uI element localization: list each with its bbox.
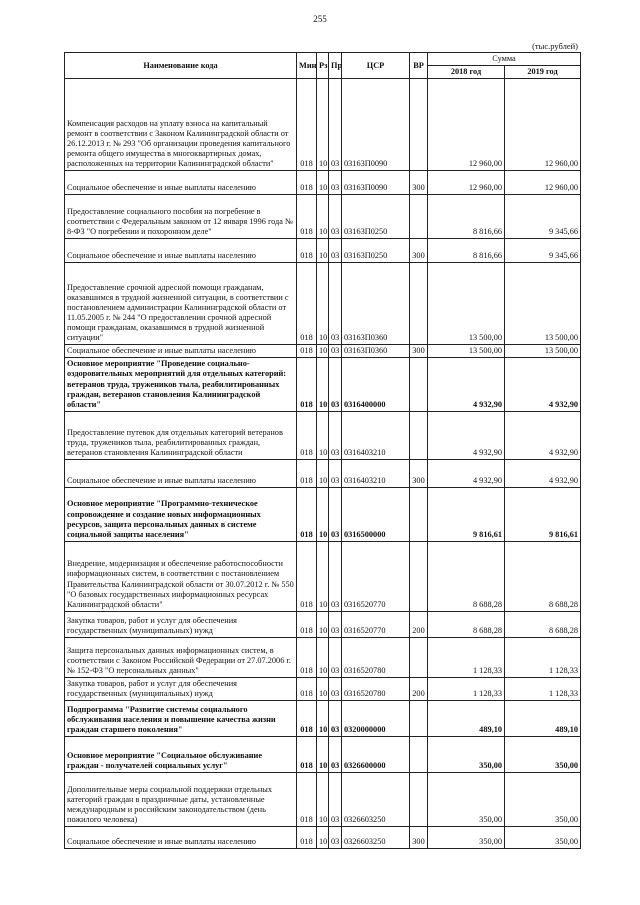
cell-name: Закупка товаров, работ и услуг для обеспечения государственных (муниципальных) нужд <box>65 611 297 637</box>
cell-2018: 8 688,28 <box>428 541 505 611</box>
cell-vr: 300 <box>410 459 428 487</box>
cell-rz: 10 <box>317 263 329 345</box>
cell-pr: 03 <box>329 487 342 541</box>
cell-pr: 03 <box>329 411 342 459</box>
cell-min: 018 <box>297 263 317 345</box>
cell-rz: 10 <box>317 171 329 195</box>
table-row <box>65 487 581 541</box>
cell-pr: 03 <box>329 195 342 239</box>
cell-vr <box>410 737 428 773</box>
cell-rz: 10 <box>317 637 329 677</box>
cell-min: 018 <box>297 358 317 412</box>
cell-min: 018 <box>297 541 317 611</box>
cell-2019: 9 345,66 <box>505 239 581 263</box>
cell-2018: 8 816,66 <box>428 195 505 239</box>
cell-name: Внедрение, модернизация и обеспечение работоспособности информационных систем, в соответствии с постановлением Правительства Калининградской области от 30.07.2012 г. № 550 "О базовых государственных информационных ресурсах Калининградской области" <box>65 541 297 611</box>
cell-2018: 489,10 <box>428 701 505 737</box>
cell-vr <box>410 358 428 412</box>
cell-csr: 0316403210 <box>342 411 410 459</box>
cell-vr <box>410 541 428 611</box>
cell-name: Основное мероприятие "Социальное обслуживание граждан - получателей социальных услуг" <box>65 737 297 773</box>
cell-2019: 4 932,90 <box>505 459 581 487</box>
cell-2018: 13 500,00 <box>428 263 505 345</box>
cell-pr: 03 <box>329 773 342 827</box>
cell-2018: 4 932,90 <box>428 411 505 459</box>
cell-2018: 8 688,28 <box>428 611 505 637</box>
table-row <box>65 358 581 412</box>
cell-pr: 03 <box>329 171 342 195</box>
cell-2019: 13 500,00 <box>505 345 581 358</box>
table-row <box>65 195 581 239</box>
cell-vr <box>410 487 428 541</box>
cell-rz: 10 <box>317 358 329 412</box>
cell-csr: 03163П0360 <box>342 263 410 345</box>
cell-2018: 350,00 <box>428 773 505 827</box>
cell-csr: 0316500000 <box>342 487 410 541</box>
cell-rz: 10 <box>317 827 329 849</box>
cell-csr: 03163П0090 <box>342 171 410 195</box>
cell-vr: 300 <box>410 239 428 263</box>
cell-csr: 0316520780 <box>342 677 410 700</box>
cell-csr: 0316520770 <box>342 541 410 611</box>
cell-2018: 13 500,00 <box>428 345 505 358</box>
table-row <box>65 611 581 637</box>
cell-min: 018 <box>297 171 317 195</box>
table-row <box>65 827 581 849</box>
cell-name: Основное мероприятие "Программно-техническое сопровождение и создание новых информационных ресурсов, защита персональных данных в системе социальной защиты населения" <box>65 487 297 541</box>
cell-min: 018 <box>297 411 317 459</box>
cell-2019: 4 932,90 <box>505 411 581 459</box>
table-row <box>65 677 581 700</box>
cell-name: Социальное обеспечение и иные выплаты населению <box>65 459 297 487</box>
cell-csr: 03163П0090 <box>342 79 410 171</box>
header-pr: Пр <box>329 53 342 79</box>
cell-name: Социальное обеспечение и иные выплаты населению <box>65 345 297 358</box>
cell-pr: 03 <box>329 737 342 773</box>
cell-name: Компенсация расходов на уплату взноса на капитальный ремонт в соответствии с Законом Калининградской области от 26.12.2013 г. № 293 "Об организации проведения капитального ремонта общего имущества в многоквартирных домах, расположенных на территории Калининградской области" <box>65 79 297 171</box>
cell-csr: 03163П0250 <box>342 239 410 263</box>
cell-min: 018 <box>297 677 317 700</box>
cell-2019: 12 960,00 <box>505 79 581 171</box>
cell-pr: 03 <box>329 827 342 849</box>
cell-pr: 03 <box>329 637 342 677</box>
cell-2019: 489,10 <box>505 701 581 737</box>
cell-vr <box>410 637 428 677</box>
cell-min: 018 <box>297 737 317 773</box>
cell-pr: 03 <box>329 541 342 611</box>
cell-vr <box>410 701 428 737</box>
table-row <box>65 459 581 487</box>
cell-name: Основное мероприятие "Проведение социально-оздоровительных мероприятий для отдельных категорий: ветеранов труда, тружеников тыла, реабилитированных граждан, ветеранов становления Калининградской области" <box>65 358 297 412</box>
cell-vr <box>410 263 428 345</box>
budget-table <box>64 52 581 849</box>
cell-min: 018 <box>297 195 317 239</box>
table-row <box>65 701 581 737</box>
cell-name: Подпрограмма "Развитие системы социального обслуживания населения и повышение качества жизни граждан старшего поколения" <box>65 701 297 737</box>
cell-2019: 9 345,66 <box>505 195 581 239</box>
cell-name: Социальное обеспечение и иные выплаты населению <box>65 827 297 849</box>
table-header <box>65 53 581 79</box>
header-rz: Рз <box>317 53 329 79</box>
cell-rz: 10 <box>317 611 329 637</box>
header-2019: 2019 год <box>505 66 581 79</box>
cell-vr: 300 <box>410 827 428 849</box>
cell-min: 018 <box>297 827 317 849</box>
cell-2018: 4 932,90 <box>428 358 505 412</box>
units-label: (тыс.рублей) <box>532 41 578 51</box>
cell-rz: 10 <box>317 677 329 700</box>
cell-vr <box>410 411 428 459</box>
cell-2019: 13 500,00 <box>505 263 581 345</box>
cell-name: Предоставление срочной адресной помощи гражданам, оказавшимся в трудной жизненной ситуации, в соответствии с постановлением администрации Калининградской области от 11.05.2005 г. № 244 "О предоставлении срочной адресной помощи гражданам, оказавшимся в трудной жизненной ситуации" <box>65 263 297 345</box>
cell-2018: 12 960,00 <box>428 79 505 171</box>
cell-min: 018 <box>297 239 317 263</box>
cell-min: 018 <box>297 345 317 358</box>
table-row <box>65 79 581 171</box>
cell-csr: 0316403210 <box>342 459 410 487</box>
cell-2018: 1 128,33 <box>428 637 505 677</box>
cell-vr <box>410 79 428 171</box>
cell-name: Предоставление социального пособия на погребение в соответствии с Федеральным законом от 12 января 1996 года № 8-ФЗ "О погребении и похоронном деле" <box>65 195 297 239</box>
cell-rz: 10 <box>317 737 329 773</box>
cell-min: 018 <box>297 611 317 637</box>
cell-name: Закупка товаров, работ и услуг для обеспечения государственных (муниципальных) нужд <box>65 677 297 700</box>
cell-csr: 0326603250 <box>342 827 410 849</box>
cell-rz: 10 <box>317 701 329 737</box>
cell-csr: 0326603250 <box>342 773 410 827</box>
header-min: Мин <box>297 53 317 79</box>
cell-2019: 12 960,00 <box>505 171 581 195</box>
cell-2019: 4 932,90 <box>505 358 581 412</box>
cell-2019: 1 128,33 <box>505 637 581 677</box>
cell-2018: 12 960,00 <box>428 171 505 195</box>
cell-2019: 9 816,61 <box>505 487 581 541</box>
table-body <box>65 79 581 849</box>
cell-2018: 4 932,90 <box>428 459 505 487</box>
cell-csr: 03163П0360 <box>342 345 410 358</box>
cell-rz: 10 <box>317 411 329 459</box>
cell-min: 018 <box>297 459 317 487</box>
header-csr: ЦСР <box>342 53 410 79</box>
cell-rz: 10 <box>317 345 329 358</box>
cell-name: Социальное обеспечение и иные выплаты населению <box>65 239 297 263</box>
cell-min: 018 <box>297 79 317 171</box>
cell-csr: 0326600000 <box>342 737 410 773</box>
table-row <box>65 171 581 195</box>
cell-pr: 03 <box>329 459 342 487</box>
cell-name: Дополнительные меры социальной поддержки отдельных категорий граждан в праздничные даты, установленные международным и российским законодательством (день пожилого человека) <box>65 773 297 827</box>
cell-rz: 10 <box>317 487 329 541</box>
cell-csr: 03163П0250 <box>342 195 410 239</box>
header-vr: ВР <box>410 53 428 79</box>
cell-2018: 9 816,61 <box>428 487 505 541</box>
cell-pr: 03 <box>329 79 342 171</box>
table-row <box>65 773 581 827</box>
cell-rz: 10 <box>317 195 329 239</box>
table-row <box>65 263 581 345</box>
cell-rz: 10 <box>317 459 329 487</box>
cell-2019: 8 688,28 <box>505 541 581 611</box>
cell-csr: 0316400000 <box>342 358 410 412</box>
cell-name: Социальное обеспечение и иные выплаты населению <box>65 171 297 195</box>
cell-min: 018 <box>297 701 317 737</box>
cell-rz: 10 <box>317 541 329 611</box>
cell-csr: 0316520770 <box>342 611 410 637</box>
cell-min: 018 <box>297 637 317 677</box>
cell-pr: 03 <box>329 358 342 412</box>
cell-vr <box>410 195 428 239</box>
page-number: 255 <box>313 14 327 24</box>
cell-vr: 300 <box>410 171 428 195</box>
cell-2019: 1 128,33 <box>505 677 581 700</box>
table-row <box>65 637 581 677</box>
cell-pr: 03 <box>329 701 342 737</box>
cell-pr: 03 <box>329 239 342 263</box>
cell-vr: 200 <box>410 611 428 637</box>
cell-name: Предоставление путевок для отдельных категорий ветеранов труда, тружеников тыла, реабилитированных граждан, ветеранов становления Калининградской области <box>65 411 297 459</box>
header-sum: Сумма <box>428 53 581 66</box>
header-name: Наименование кода <box>65 53 297 79</box>
cell-pr: 03 <box>329 677 342 700</box>
cell-min: 018 <box>297 773 317 827</box>
header-2018: 2018 год <box>428 66 505 79</box>
cell-rz: 10 <box>317 239 329 263</box>
cell-vr: 300 <box>410 345 428 358</box>
cell-2018: 1 128,33 <box>428 677 505 700</box>
cell-name: Защита персональных данных информационных систем, в соответствии с Законом Российской Федерации от 27.07.2006 г. № 152-ФЗ "О персональных данных" <box>65 637 297 677</box>
cell-2018: 350,00 <box>428 737 505 773</box>
table-row <box>65 411 581 459</box>
cell-min: 018 <box>297 487 317 541</box>
table-row <box>65 737 581 773</box>
cell-2019: 350,00 <box>505 737 581 773</box>
table-row <box>65 239 581 263</box>
cell-csr: 0320000000 <box>342 701 410 737</box>
cell-vr <box>410 773 428 827</box>
cell-pr: 03 <box>329 345 342 358</box>
cell-2019: 8 688,28 <box>505 611 581 637</box>
cell-2018: 350,00 <box>428 827 505 849</box>
cell-2019: 350,00 <box>505 827 581 849</box>
cell-vr: 200 <box>410 677 428 700</box>
cell-pr: 03 <box>329 263 342 345</box>
cell-csr: 0316520780 <box>342 637 410 677</box>
cell-rz: 10 <box>317 79 329 171</box>
cell-rz: 10 <box>317 773 329 827</box>
cell-2019: 350,00 <box>505 773 581 827</box>
cell-2018: 8 816,66 <box>428 239 505 263</box>
cell-pr: 03 <box>329 611 342 637</box>
table-row <box>65 345 581 358</box>
table-row <box>65 541 581 611</box>
